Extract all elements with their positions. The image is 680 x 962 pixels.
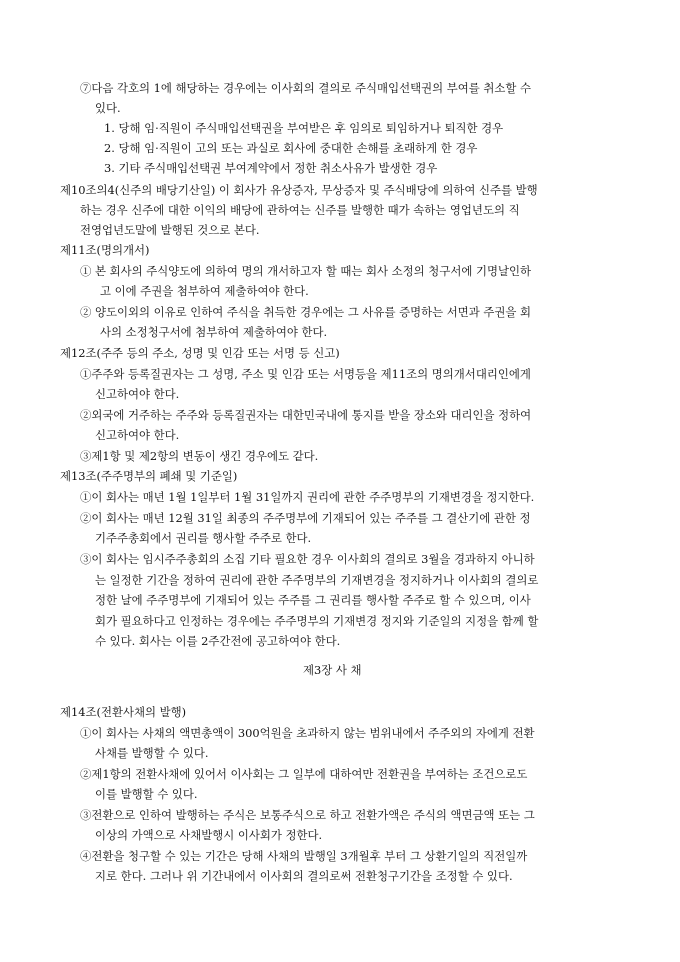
paragraph-line: 사채를 발행할 수 있다.	[95, 746, 209, 760]
paragraph-line: 지로 한다. 그러나 위 기간내에서 이사회의 결의로써 전환청구기간을 조정할 수 있다.	[95, 869, 513, 883]
paragraph-line: 하는 경우 신주에 대한 이익의 배당에 관하여는 신주를 발행한 때가 속하는 영업년도의 직	[80, 203, 520, 217]
paragraph-line: 전영업년도말에 발행된 것으로 본다.	[80, 223, 260, 237]
paragraph-line: 정한 날에 주주명부에 기재되어 있는 주주를 그 권리를 행사할 주주로 할 수 있으며, 이사	[95, 593, 531, 607]
paragraph-line: ③제1항 및 제2항의 변동이 생긴 경우에도 같다.	[80, 449, 319, 463]
article-heading: 제14조(전환사채의 발행)	[60, 705, 187, 719]
article-heading: 제12조(주주 등의 주소, 성명 및 인감 또는 서명 등 신고)	[60, 346, 340, 360]
article-heading: 제11조(명의개서)	[60, 243, 150, 257]
paragraph-line: 사의 소정청구서에 첨부하여 제출하여야 한다.	[100, 325, 328, 339]
list-item: 1. 당해 임·직원이 주식매입선택권을 부여받은 후 임의로 퇴임하거나 퇴직한 경우	[104, 121, 504, 135]
paragraph-line: 는 일정한 기간을 정하여 권리에 관한 주주명부의 기재변경을 정지하거나 이사회의 결의로	[95, 573, 539, 587]
paragraph-line: ④전환을 청구할 수 있는 기간은 당해 사채의 발행일 3개월후 부터 그 상환기일의 직전일까	[80, 849, 528, 863]
paragraph-line: 회가 필요하다고 인정하는 경우에는 주주명부의 기재변경 정지와 기준일의 지정을 함께 할	[95, 614, 539, 628]
chapter-title: 제3장 사 채	[303, 663, 362, 677]
article-heading: 제13조(주주명부의 폐쇄 및 기준일)	[60, 469, 238, 483]
paragraph-line: ②외국에 거주하는 주주와 등록질권자는 대한민국내에 통지를 받을 장소와 대리인을 정하여	[80, 408, 532, 422]
paragraph-line: 신고하여야 한다.	[95, 387, 180, 401]
paragraph-line: 수 있다. 회사는 이를 2주간전에 공고하여야 한다.	[95, 634, 341, 648]
paragraph-line: 있다.	[95, 101, 121, 115]
paragraph-line: 기주주총회에서 권리를 행사할 주주로 한다.	[95, 531, 312, 545]
list-item: 2. 당해 임·직원이 고의 또는 과실로 회사에 중대한 손해를 초래하게 한 경우	[104, 141, 478, 155]
paragraph-line: ①이 회사는 사채의 액면총액이 300억원을 초과하지 않는 범위내에서 주주외의 자에게 전환	[80, 726, 535, 740]
paragraph-line: ① 본 회사의 주식양도에 의하여 명의 개서하고자 할 때는 회사 소정의 청구서에 기명날인하	[80, 264, 531, 278]
paragraph-line: ② 양도이외의 이유로 인하여 주식을 취득한 경우에는 그 사유를 증명하는 서면과 주권을 회	[80, 305, 531, 319]
paragraph-line: ⑦다음 각호의 1에 해당하는 경우에는 이사회의 결의로 주식매입선택권의 부여를 취소할 수	[80, 81, 531, 95]
paragraph-line: 이상의 가액으로 사채발행시 이사회가 정한다.	[95, 828, 323, 842]
paragraph-line: ①이 회사는 매년 1월 1일부터 1월 31일까지 권리에 관한 주주명부의 기재변경을 정지한다.	[80, 490, 535, 504]
paragraph-line: ①주주와 등록질권자는 그 성명, 주소 및 인감 또는 서명등을 제11조의 명의개서대리인에게	[80, 367, 531, 381]
paragraph-line: ③이 회사는 임시주주총회의 소집 기타 필요한 경우 이사회의 결의로 3월을 경과하지 아니하	[80, 552, 535, 566]
paragraph-line: ③전환으로 인하여 발행하는 주식은 보통주식으로 하고 전환가액은 주식의 액면금액 또는 그	[80, 808, 535, 822]
paragraph-line: ②이 회사는 매년 12월 31일 최종의 주주명부에 기재되어 있는 주주를 그 결산기에 관한 정	[80, 511, 531, 525]
paragraph-line: 신고하여야 한다.	[95, 428, 180, 442]
paragraph-line: 고 이에 주권을 첨부하여 제출하여야 한다.	[100, 284, 309, 298]
article-heading: 제10조의4(신주의 배당기산일) 이 회사가 유상증자, 무상증자 및 주식배당에 의하여 신주를 발행	[60, 183, 538, 197]
list-item: 3. 기타 주식매입선택권 부여계약에서 정한 취소사유가 발생한 경우	[104, 161, 438, 175]
paragraph-line: ②제1항의 전환사채에 있어서 이사회는 그 일부에 대하여만 전환권을 부여하는 조건으로도	[80, 767, 528, 781]
paragraph-line: 이를 발행할 수 있다.	[95, 787, 198, 801]
